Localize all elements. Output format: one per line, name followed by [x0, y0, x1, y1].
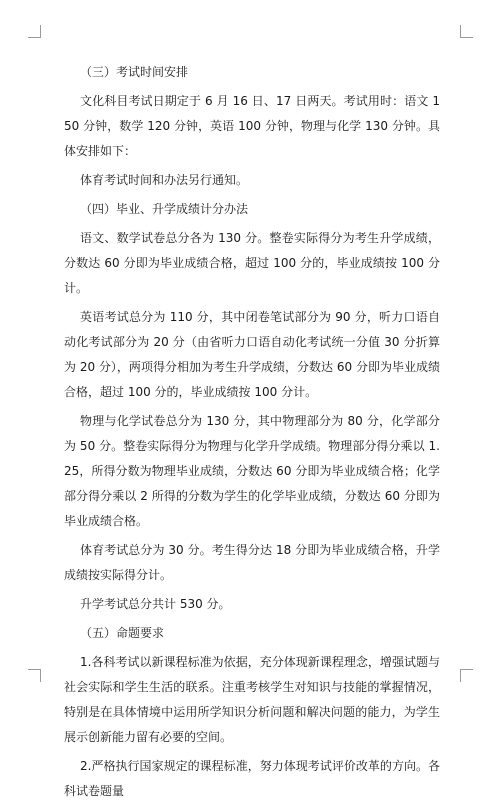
- paragraph-english-scoring: 英语考试总分为 110 分，其中闭卷笔试部分为 90 分，听力口语自动化考试部分为 20 分（由省听力口语自动化考试统一分值 30 分折算为 20 分），两项得分相加为考生升学成绩，分数达 60 分即为毕业成绩合格，超过 100 分的，毕业成绩按 100 分计。: [64, 310, 440, 399]
- crop-mark-top-left: [28, 25, 41, 38]
- paragraph-chinese-math-scoring: 语文、数学试卷总分各为 130 分。整卷实际得分为考生升学成绩，分数达 60 分即为毕业成绩合格，超过 100 分的，毕业成绩按 100 分计。: [64, 231, 440, 295]
- crop-mark-bottom-left: [28, 669, 41, 682]
- paragraph-requirement-1: 1.各科考试以新课程标准为依据，充分体现新课程理念，增强试题与社会实际和学生生活的联系。注重考核学生对知识与技能的掌握情况，特别是在具体情境中运用所学知识分析问题和解决问题的能力，为学生展示创新能力留有必要的空间。: [64, 655, 440, 744]
- section-heading-scoring-method: （四）毕业、升学成绩计分办法: [80, 202, 249, 216]
- paragraph-exam-dates: 文化科目考试日期定于 6 月 16 日、17 日两天。考试用时：语文 150 分钟，数学 120 分钟，英语 100 分钟，物理与化学 130 分钟。具体安排如下：: [64, 94, 440, 158]
- paragraph-physics-chemistry-scoring: 物理与化学试卷总分为 130 分，其中物理部分为 80 分，化学部分为 50 分。整卷实际得分为物理与化学升学成绩。物理部分得分乘以 1.25，所得分数为物理毕业成绩，分数达 60 分即为毕业成绩合格；化学部分得分乘以 2 所得的分数为学生的化学毕业成绩，分数达 60 分即为毕业成绩合格。: [64, 414, 440, 528]
- crop-mark-bottom-right: [460, 669, 473, 682]
- document-body: [64, 60, 440, 808]
- paragraph-total-score: 升学考试总分共计 530 分。: [80, 597, 231, 611]
- paragraph-pe-notice: 体育考试时间和办法另行通知。: [80, 173, 249, 187]
- crop-mark-top-right: [460, 25, 473, 38]
- section-heading-exam-schedule: （三）考试时间安排: [80, 65, 189, 79]
- paragraph-requirement-2: 2.严格执行国家规定的课程标准，努力体现考试评价改革的方向。各科试卷题量: [64, 759, 440, 798]
- paragraph-pe-scoring: 体育考试总分为 30 分。考生得分达 18 分即为毕业成绩合格，升学成绩按实际得分计。: [64, 543, 440, 582]
- section-heading-question-requirements: （五）命题要求: [80, 626, 165, 640]
